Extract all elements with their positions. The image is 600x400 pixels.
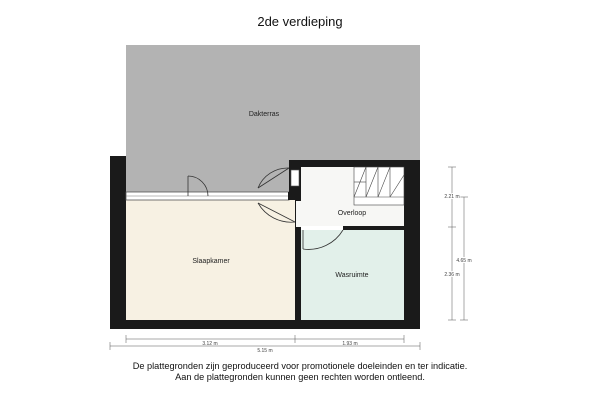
- wasruimte-label: Wasruimte: [335, 272, 369, 279]
- dim-bottom-right: 1.93 m: [342, 341, 358, 347]
- dimension-right-segments: [448, 167, 468, 320]
- disclaimer: [0, 361, 600, 383]
- dakterras-label: Dakterras: [248, 111, 280, 118]
- wall-stub: [288, 192, 301, 200]
- core-window: [291, 170, 299, 186]
- staircase: [354, 167, 404, 205]
- dim-bottom-total: 5.15 m: [257, 348, 273, 354]
- slaapkamer-label: Slaapkamer: [192, 258, 230, 265]
- dim-bottom-left: 3.12 m: [202, 341, 218, 347]
- dim-right-upper: 2.21 m: [444, 194, 460, 200]
- wall-top-core: [289, 160, 420, 167]
- overloop-label: Overloop: [337, 210, 367, 217]
- disclaimer-line-1: De plattegronden zijn geproduceerd voor promotionele doeleinden en ter indicatie.: [132, 361, 468, 371]
- wall-left: [110, 156, 126, 329]
- wall-bottom: [110, 320, 420, 329]
- floor-title: 2de verdieping: [257, 14, 343, 29]
- dim-right-lower: 2.36 m: [444, 272, 460, 278]
- disclaimer-line-2: Aan de plattegronden kunnen geen rechten worden ontleend.: [175, 372, 425, 382]
- wall-right: [404, 160, 420, 329]
- dim-right-total: 4.65 m: [456, 258, 472, 264]
